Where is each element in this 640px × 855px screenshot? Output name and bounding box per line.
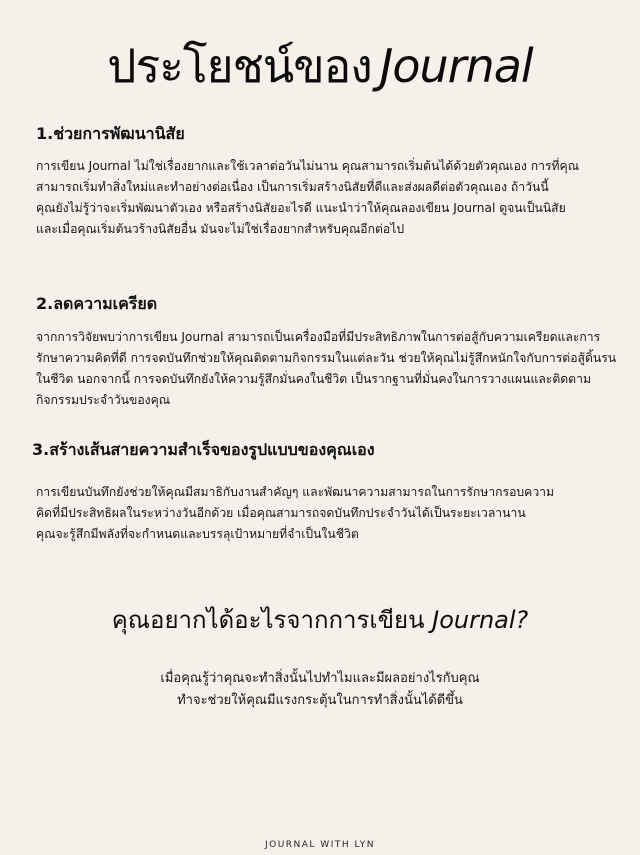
section-body-line: สามารถเริ่มทำสิ่งใหม่และทำอย่างต่อเนื่อง เป็นการเริ่มสร้างนิสัยที่ดีและส่งผลดีต่อตัวคุณเอง ถ้าวันนี้: [36, 180, 549, 194]
answer-line: เมื่อคุณรู้ว่าคุณจะทำสิ่งนั้นไปทำไมและมีผลอย่างไรกับคุณ: [160, 671, 480, 686]
page-title: [0, 30, 640, 103]
section-body-line: การเขียนบันทึกยังช่วยให้คุณมีสมาธิกับงานสำคัญๆ และพัฒนาความสามารถในการรักษากรอบความ: [36, 485, 555, 499]
section-body-success: [36, 482, 622, 545]
section-heading-stress: 2.ลดความเครียด: [36, 294, 158, 313]
section-body-line: จากการวิจัยพบว่าการเขียน Journal สามารถเป็นเครื่องมือที่มีประสิทธิภาพในการต่อสู้กับความเครียดและการ: [36, 330, 601, 344]
page-title-english: Journal: [379, 39, 533, 93]
section-body-habit: [36, 156, 622, 240]
answer-line: ทำจะช่วยให้คุณมีแรงกระตุ้นในการทำสิ่งนั้นได้ดีขึ้น: [177, 693, 463, 708]
question-thai: คุณอยากได้อะไรจากการเขียน: [111, 606, 425, 634]
section-body-line: ในชีวิต นอกจากนี้ การจดบันทึกยังให้ความรู้สึกมั่นคงในชีวิต เป็นรากฐานที่มั่นคงในการวางแผนและติดตาม: [36, 372, 591, 386]
section-body-line: กิจกรรมประจำวันของคุณ: [36, 393, 171, 407]
question-heading: [0, 600, 640, 639]
section-body-line: การเขียน Journal ไม่ใช่เรื่องยากและใช้เวลาต่อวันไม่นาน คุณสามารถเริ่มต้นได้ด้วยตัวคุณเอง การที่คุณ: [36, 159, 580, 173]
section-body-line: รักษาความคิดที่ดี การจดบันทึกช่วยให้คุณติดตามกิจกรรมในแต่ละวัน ช่วยให้คุณไม่รู้สึกหนักใจกับการต่อสู้ดิ้นรน: [36, 351, 617, 365]
section-heading-success: 3.สร้างเส้นสายความสำเร็จของรูปแบบของคุณเอง: [32, 440, 375, 459]
section-body-line: คุณยังไม่รู้ว่าจะเริ่มพัฒนาตัวเอง หรือสร้างนิสัยอะไรดี แนะนำว่าให้คุณลองเขียน Journal ดูจนเป็นนิสัย: [36, 201, 566, 215]
page-title-thai: ประโยชน์ของ: [107, 39, 372, 93]
footer-brand: JOURNAL WITH LYN: [264, 840, 376, 850]
section-heading-habit: 1.ช่วยการพัฒนานิสัย: [36, 124, 185, 143]
section-body-line: คุณจะรู้สึกมีพลังที่จะกำหนดและบรรลุเป้าหมายที่จำเป็นในชีวิต: [36, 527, 359, 541]
section-body-line: และเมื่อคุณเริ่มต้นวร้างนิสัยอื่น มันจะไม่ใช่เรื่องยากสำหรับคุณอีกต่อไป: [36, 222, 405, 236]
question-english: Journal?: [432, 606, 529, 634]
section-body-stress: [36, 327, 622, 411]
answer-text: [0, 668, 640, 712]
section-body-line: คิดที่มีประสิทธิผลในระหว่างวันอีกด้วย เมื่อคุณสามารถจดบันทึกประจำวันได้เป็นระยะเวลานาน: [36, 506, 526, 520]
